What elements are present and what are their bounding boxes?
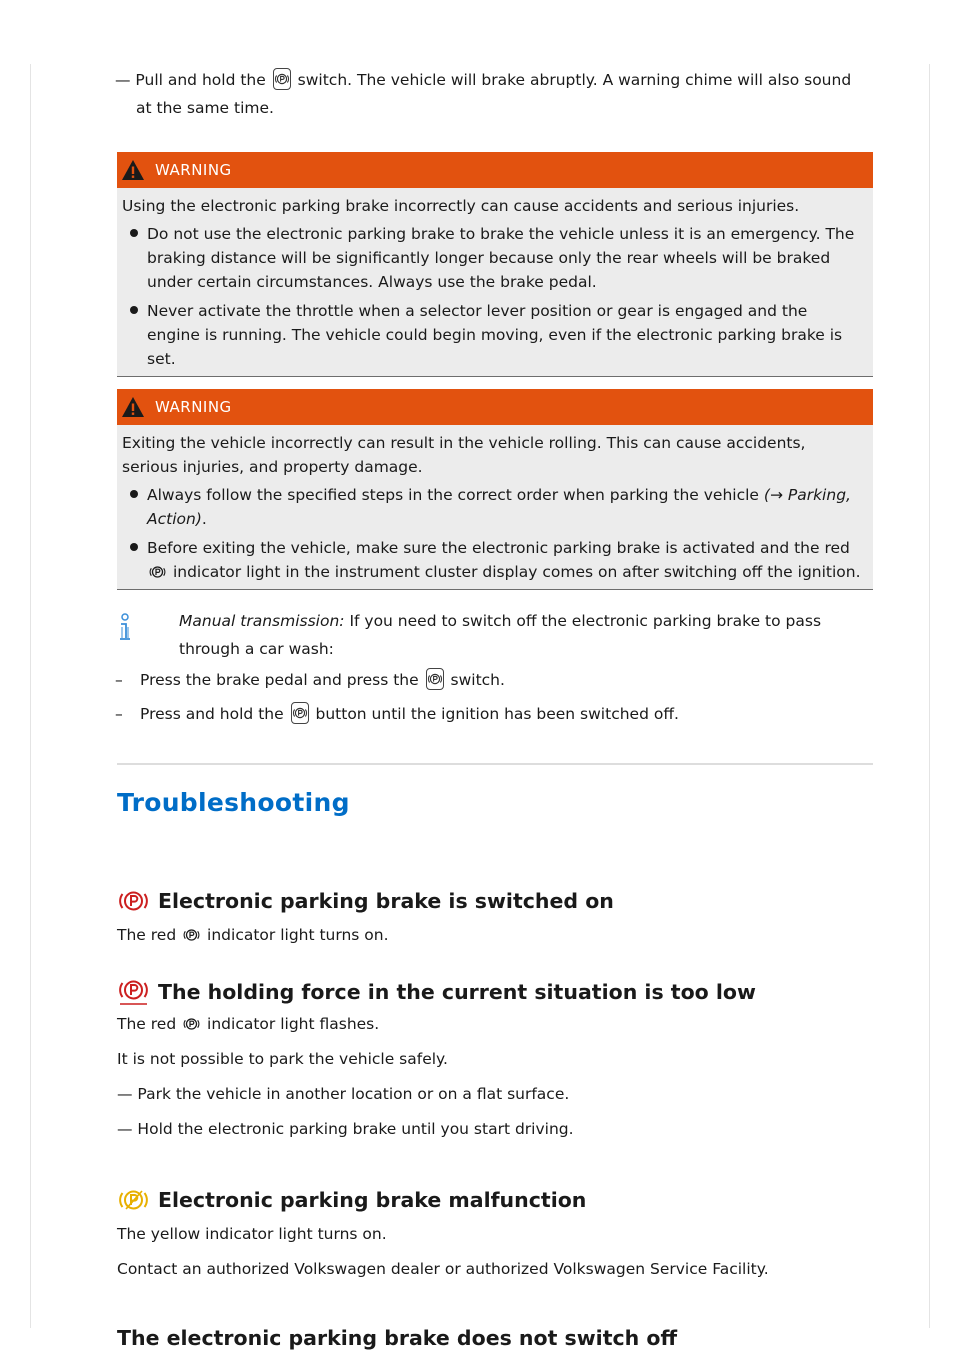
section-divider	[117, 763, 873, 765]
text-suffix: indicator light turns on.	[207, 926, 389, 944]
intro-step	[115, 67, 873, 93]
section-heading	[117, 1326, 873, 1350]
note-text	[179, 607, 873, 663]
dash-mark: –	[115, 671, 123, 689]
parking-brake-switch-icon	[273, 68, 291, 90]
parking-brake-indicator-icon	[117, 887, 150, 915]
note-step-text	[140, 667, 505, 693]
text-suffix: indicator light flashes.	[207, 1015, 380, 1033]
bullet-dot	[122, 222, 147, 294]
warning-lead: Using the electronic parking brake incorrectly can cause accidents and serious injuries.	[122, 197, 800, 215]
warning-body	[117, 425, 873, 590]
warning-title: WARNING	[155, 161, 232, 179]
bullet-dot	[122, 299, 147, 371]
section-heading	[117, 978, 873, 1006]
warning-bullet-text	[147, 536, 861, 584]
section-text	[117, 1011, 873, 1037]
bullet-end: .	[201, 510, 207, 528]
intro-step-prefix: — Pull and hold the	[115, 71, 266, 89]
warning-box-2	[117, 389, 873, 590]
note-step-text	[140, 701, 679, 727]
section-text: It is not possible to park the vehicle safely.	[117, 1050, 448, 1068]
section-heading-text: Electronic parking brake is switched on	[158, 889, 614, 913]
step-suffix: button until the ignition has been switched off.	[315, 705, 679, 723]
section-text	[117, 922, 873, 948]
warning-lead: Exiting the vehicle incorrectly can result in the vehicle rolling. This can cause accidents, serious injuries, and property damage.	[122, 434, 806, 476]
text-prefix: The red	[117, 1015, 177, 1033]
warning-title: WARNING	[155, 398, 232, 416]
page-border-right	[929, 64, 930, 1328]
section-holding-force	[117, 978, 873, 1142]
warning-bullet-text: Never activate the throttle when a selector lever position or gear is engaged and the engine is running. The vehicle could begin moving, even if the electronic parking brake is set.	[147, 302, 843, 368]
troubleshooting-title: Troubleshooting	[117, 788, 350, 817]
section-malfunction	[117, 1186, 873, 1282]
dash-mark: –	[115, 705, 123, 723]
parking-brake-flashing-icon	[117, 978, 150, 1006]
step-prefix: Press and hold the	[140, 705, 284, 723]
section-heading	[117, 1186, 873, 1214]
section-heading-text: The electronic parking brake does not switch off	[117, 1326, 678, 1350]
warning-bullet	[122, 222, 861, 294]
bullet-text: Always follow the specified steps in the correct order when parking the vehicle	[147, 486, 759, 504]
info-icon	[117, 607, 179, 663]
page-border-left	[30, 64, 31, 1328]
bullet-dot	[122, 483, 147, 531]
text-prefix: The red	[117, 926, 177, 944]
parking-brake-indicator-icon	[149, 564, 166, 580]
parking-brake-indicator-icon	[183, 927, 200, 943]
section-heading-text: The holding force in the current situation is too low	[158, 980, 756, 1004]
parking-brake-malfunction-icon	[117, 1186, 150, 1214]
parking-brake-switch-icon	[426, 668, 444, 690]
warning-triangle-icon	[121, 396, 145, 418]
bullet-text: indicator light in the instrument cluster display comes on after switching off the ignition.	[172, 563, 861, 581]
warning-bullet	[122, 483, 861, 531]
document-body	[117, 64, 873, 1350]
warning-header	[117, 389, 873, 425]
note-step	[115, 701, 873, 727]
note-step	[115, 667, 873, 693]
cross-reference-link[interactable]: (→ Parking, Action)	[147, 486, 851, 528]
note-label: Manual transmission:	[179, 612, 345, 630]
section-text: The yellow indicator light turns on.	[117, 1225, 387, 1243]
info-note	[117, 607, 873, 663]
parking-brake-indicator-icon	[183, 1016, 200, 1032]
warning-bullet	[122, 299, 861, 371]
bullet-dot	[122, 536, 147, 584]
intro-step-continued: at the same time.	[136, 99, 274, 117]
section-text: Contact an authorized Volkswagen dealer or authorized Volkswagen Service Facility.	[117, 1260, 769, 1278]
bullet-text: Before exiting the vehicle, make sure the electronic parking brake is activated and the red	[147, 539, 850, 557]
parking-brake-switch-icon	[291, 702, 309, 724]
warning-box-1	[117, 152, 873, 377]
action-step: — Park the vehicle in another location or on a flat surface.	[117, 1085, 570, 1103]
intro-step-suffix: switch. The vehicle will brake abruptly. A warning chime will also sound	[297, 71, 852, 89]
action-step: — Hold the electronic parking brake until you start driving.	[117, 1120, 574, 1138]
section-does-not-switch-off	[117, 1326, 873, 1350]
warning-bullet	[122, 536, 861, 584]
section-heading	[117, 887, 873, 915]
warning-body	[117, 188, 873, 377]
section-heading-text: Electronic parking brake malfunction	[158, 1188, 587, 1212]
warning-bullet-text	[147, 483, 861, 531]
warning-triangle-icon	[121, 159, 145, 181]
section-brake-on	[117, 887, 873, 948]
step-suffix: switch.	[450, 671, 505, 689]
warning-header	[117, 152, 873, 188]
step-prefix: Press the brake pedal and press the	[140, 671, 419, 689]
note-body: If you need to switch off the electronic parking brake to pass through a car wash:	[179, 612, 822, 658]
warning-bullet-text: Do not use the electronic parking brake to brake the vehicle unless it is an emergency. The braking distance will be significantly longer because only the rear wheels will be braked under certain circumstances. Always use the brake pedal.	[147, 225, 855, 291]
